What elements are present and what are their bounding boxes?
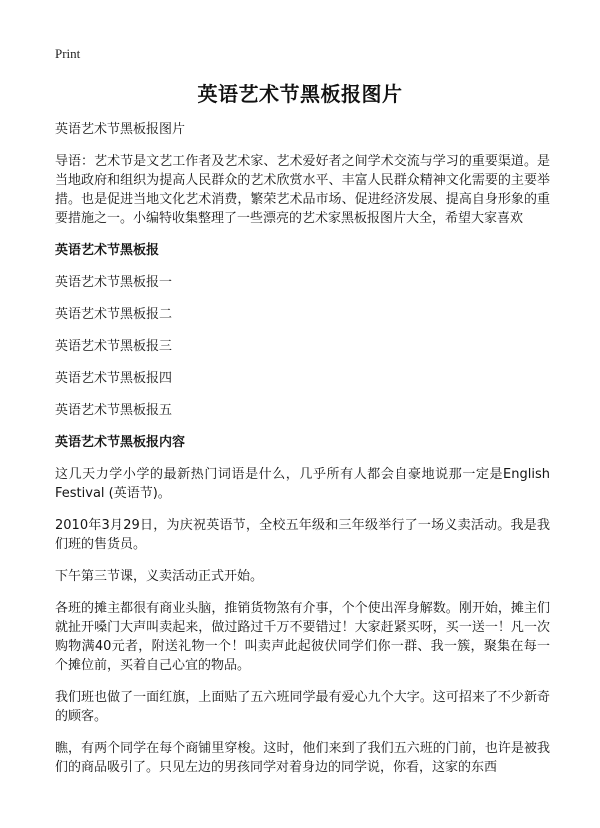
- body-paragraph: 瞧，有两个同学在每个商铺里穿梭。这时，他们来到了我们五六班的门前，也许是被我们的商品吸引了。只见左边的男孩同学对着身边的同学说，你看，这家的东西: [55, 741, 550, 775]
- body-paragraph: 2010年3月29日，为庆祝英语节，全校五年级和三年级举行了一场义卖活动。我是我们班的售货员。: [55, 518, 550, 552]
- list-item: 英语艺术节黑板报二: [55, 307, 173, 322]
- body-paragraph: 各班的摊主都很有商业头脑，推销货物煞有介事，个个使出浑身解数。刚开始，摊主们就扯开嗓门大声叫卖起来，做过路过千万不要错过！大家赶紧买呀，买一送一！凡一次购物满40元者，附送礼物一个！叫卖声此起彼伏同学们你一群、我一簇，聚集在每一个摊位前，买着自己心宜的物品。: [55, 601, 550, 673]
- page-title: 英语艺术节黑板报图片: [197, 82, 403, 106]
- section-heading-blackboard: 英语艺术节黑板报: [55, 243, 160, 258]
- section-heading-content: 英语艺术节黑板报内容: [55, 435, 186, 450]
- document-body: [55, 120, 550, 790]
- body-paragraph: 我们班也做了一面红旗，上面贴了五六班同学最有爱心九个大字。这可招来了不少新奇的顾客。: [55, 690, 550, 724]
- list-item: 英语艺术节黑板报五: [55, 403, 173, 418]
- body-paragraph: 下午第三节课，义卖活动正式开始。: [55, 569, 264, 584]
- list-item: 英语艺术节黑板报三: [55, 339, 173, 354]
- print-label: Print: [55, 46, 81, 61]
- body-paragraph: 这几天力学小学的最新热门词语是什么，几乎所有人都会自豪地说那一定是English Festival (英语节)。: [55, 467, 550, 501]
- document-subtitle: 英语艺术节黑板报图片: [55, 122, 186, 137]
- list-item: 英语艺术节黑板报一: [55, 275, 173, 290]
- list-item: 英语艺术节黑板报四: [55, 371, 173, 386]
- intro-paragraph: 导语：艺术节是文艺工作者及艺术家、艺术爱好者之间学术交流与学习的重要渠道。是当地政府和组织为提高人民群众的艺术欣赏水平、丰富人民群众精神文化需要的主要举措。也是促进当地文化艺术消费，繁荣艺术品市场、促进经济发展、提高自身形象的重要措施之一。小编特收集整理了一些漂亮的艺术家黑板报图片大全，希望大家喜欢: [55, 154, 550, 226]
